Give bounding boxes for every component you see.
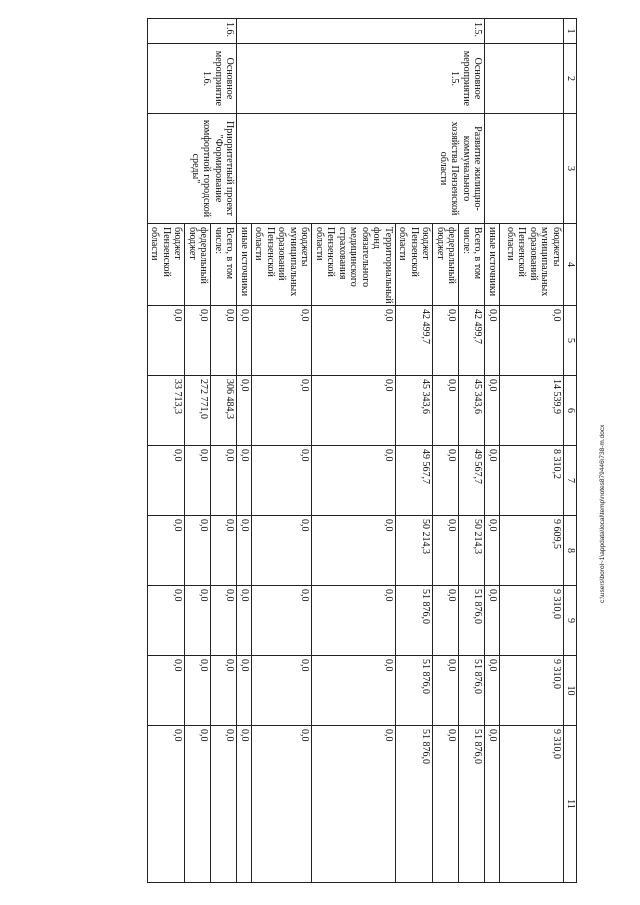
- file-path: c:\users\borol~1\appdata\local\temp\notes879446\738-m.docx: [599, 424, 606, 603]
- value-cell: 42 499,7: [396, 306, 434, 376]
- value-cell: 0,0: [485, 726, 500, 883]
- value-cell: 0,0: [312, 446, 396, 516]
- value-cell: 0,0: [252, 516, 313, 586]
- value-cell: 0,0: [433, 586, 459, 656]
- empty-cell: [485, 19, 564, 44]
- row-number: 1.5.: [237, 19, 485, 44]
- row-number: 1.6.: [148, 19, 238, 44]
- header-cell: 3: [564, 114, 577, 224]
- value-cell: 14 539,9: [500, 376, 564, 446]
- source-cell: Всего, в том числе:: [211, 224, 237, 306]
- value-cell: 49 567,7: [459, 446, 485, 516]
- value-cell: 51 876,0: [396, 656, 434, 726]
- value-cell: 0,0: [252, 306, 313, 376]
- value-cell: 0,0: [211, 726, 237, 883]
- value-cell: 0,0: [211, 446, 237, 516]
- table-row: [500, 19, 564, 883]
- value-cell: 0,0: [485, 586, 500, 656]
- value-cell: 0,0: [312, 376, 396, 446]
- value-cell: 0,0: [485, 446, 500, 516]
- source-cell: бюджеты муниципальных образований Пензенской области: [500, 224, 564, 306]
- budget-table: [147, 18, 577, 883]
- value-cell: 0,0: [433, 726, 459, 883]
- value-cell: 0,0: [237, 726, 252, 883]
- value-cell: 0,0: [211, 516, 237, 586]
- value-cell: 0,0: [312, 586, 396, 656]
- value-cell: 0,0: [237, 586, 252, 656]
- value-cell: 0,0: [185, 306, 211, 376]
- value-cell: 0,0: [148, 656, 186, 726]
- activity-name: Развитие жилищно-коммунального хозяйства Пензенской области: [237, 114, 485, 224]
- activity-type: Основное мероприятие 1.5.: [237, 44, 485, 114]
- value-cell: 51 876,0: [459, 656, 485, 726]
- value-cell: 0,0: [252, 586, 313, 656]
- value-cell: 0,0: [252, 376, 313, 446]
- value-cell: 0,0: [500, 306, 564, 376]
- value-cell: 8 310,2: [500, 446, 564, 516]
- value-cell: 0,0: [485, 376, 500, 446]
- value-cell: 272 771,0: [185, 376, 211, 446]
- value-cell: 50 214,3: [459, 516, 485, 586]
- source-cell: иные источники: [485, 224, 500, 306]
- value-cell: 0,0: [185, 656, 211, 726]
- value-cell: 0,0: [433, 376, 459, 446]
- source-cell: Территориальный фонд обязательного медицинского страхования Пензенской области: [312, 224, 396, 306]
- value-cell: 42 499,7: [459, 306, 485, 376]
- value-cell: 0,0: [252, 446, 313, 516]
- value-cell: 0,0: [237, 516, 252, 586]
- value-cell: 0,0: [433, 306, 459, 376]
- value-cell: 0,0: [433, 656, 459, 726]
- value-cell: 0,0: [211, 306, 237, 376]
- value-cell: 0,0: [237, 376, 252, 446]
- source-cell: бюджет Пензенской области: [148, 224, 186, 306]
- empty-cell: [485, 114, 564, 224]
- value-cell: 0,0: [148, 446, 186, 516]
- header-cell: 8: [564, 516, 577, 586]
- header-cell: 2: [564, 44, 577, 114]
- value-cell: 0,0: [433, 516, 459, 586]
- value-cell: 0,0: [312, 656, 396, 726]
- value-cell: 0,0: [312, 516, 396, 586]
- header-cell: 10: [564, 656, 577, 726]
- header-cell: 6: [564, 376, 577, 446]
- header-cell: 4: [564, 224, 577, 306]
- header-cell: 11: [564, 726, 577, 883]
- value-cell: 51 876,0: [459, 586, 485, 656]
- value-cell: 9 310,0: [500, 586, 564, 656]
- header-cell: 7: [564, 446, 577, 516]
- source-cell: федеральный бюджет: [433, 224, 459, 306]
- source-cell: бюджеты муниципальных образований Пензенской области: [252, 224, 313, 306]
- rotated-table-wrapper: [65, 18, 577, 882]
- header-cell: 5: [564, 306, 577, 376]
- value-cell: 0,0: [433, 446, 459, 516]
- value-cell: 0,0: [148, 586, 186, 656]
- value-cell: 51 876,0: [396, 586, 434, 656]
- activity-type: Основное мероприятие 1.6.: [148, 44, 238, 114]
- activity-name: Приоритетный проект "Формирование комфортной городской среды": [148, 114, 238, 224]
- empty-cell: [485, 44, 564, 114]
- value-cell: 9 310,0: [500, 656, 564, 726]
- value-cell: 0,0: [237, 306, 252, 376]
- header-row: [564, 19, 577, 883]
- value-cell: 306 484,3: [211, 376, 237, 446]
- value-cell: 0,0: [252, 656, 313, 726]
- value-cell: 51 876,0: [459, 726, 485, 883]
- source-cell: иные источники: [237, 224, 252, 306]
- value-cell: 0,0: [237, 446, 252, 516]
- value-cell: 0,0: [185, 516, 211, 586]
- value-cell: 0,0: [148, 516, 186, 586]
- value-cell: 9 310,0: [500, 726, 564, 883]
- value-cell: 45 343,6: [459, 376, 485, 446]
- value-cell: 50 214,3: [396, 516, 434, 586]
- value-cell: 0,0: [485, 656, 500, 726]
- source-cell: федеральный бюджет: [185, 224, 211, 306]
- value-cell: 0,0: [485, 306, 500, 376]
- value-cell: 0,0: [312, 726, 396, 883]
- value-cell: 0,0: [185, 726, 211, 883]
- value-cell: 0,0: [237, 656, 252, 726]
- value-cell: 0,0: [148, 306, 186, 376]
- value-cell: 0,0: [211, 586, 237, 656]
- value-cell: 33 713,3: [148, 376, 186, 446]
- header-cell: 9: [564, 586, 577, 656]
- value-cell: 45 343,6: [396, 376, 434, 446]
- header-cell: 1: [564, 19, 577, 44]
- value-cell: 51 876,0: [396, 726, 434, 883]
- value-cell: 9 609,5: [500, 516, 564, 586]
- value-cell: 49 567,7: [396, 446, 434, 516]
- value-cell: 0,0: [185, 586, 211, 656]
- source-cell: бюджет Пензенской области: [396, 224, 434, 306]
- value-cell: 0,0: [211, 656, 237, 726]
- value-cell: 0,0: [185, 446, 211, 516]
- value-cell: 0,0: [485, 516, 500, 586]
- value-cell: 0,0: [148, 726, 186, 883]
- source-cell: Всего, в том числе:: [459, 224, 485, 306]
- table-row: [211, 19, 237, 883]
- table-row: [459, 19, 485, 883]
- value-cell: 0,0: [312, 306, 396, 376]
- value-cell: 0,0: [252, 726, 313, 883]
